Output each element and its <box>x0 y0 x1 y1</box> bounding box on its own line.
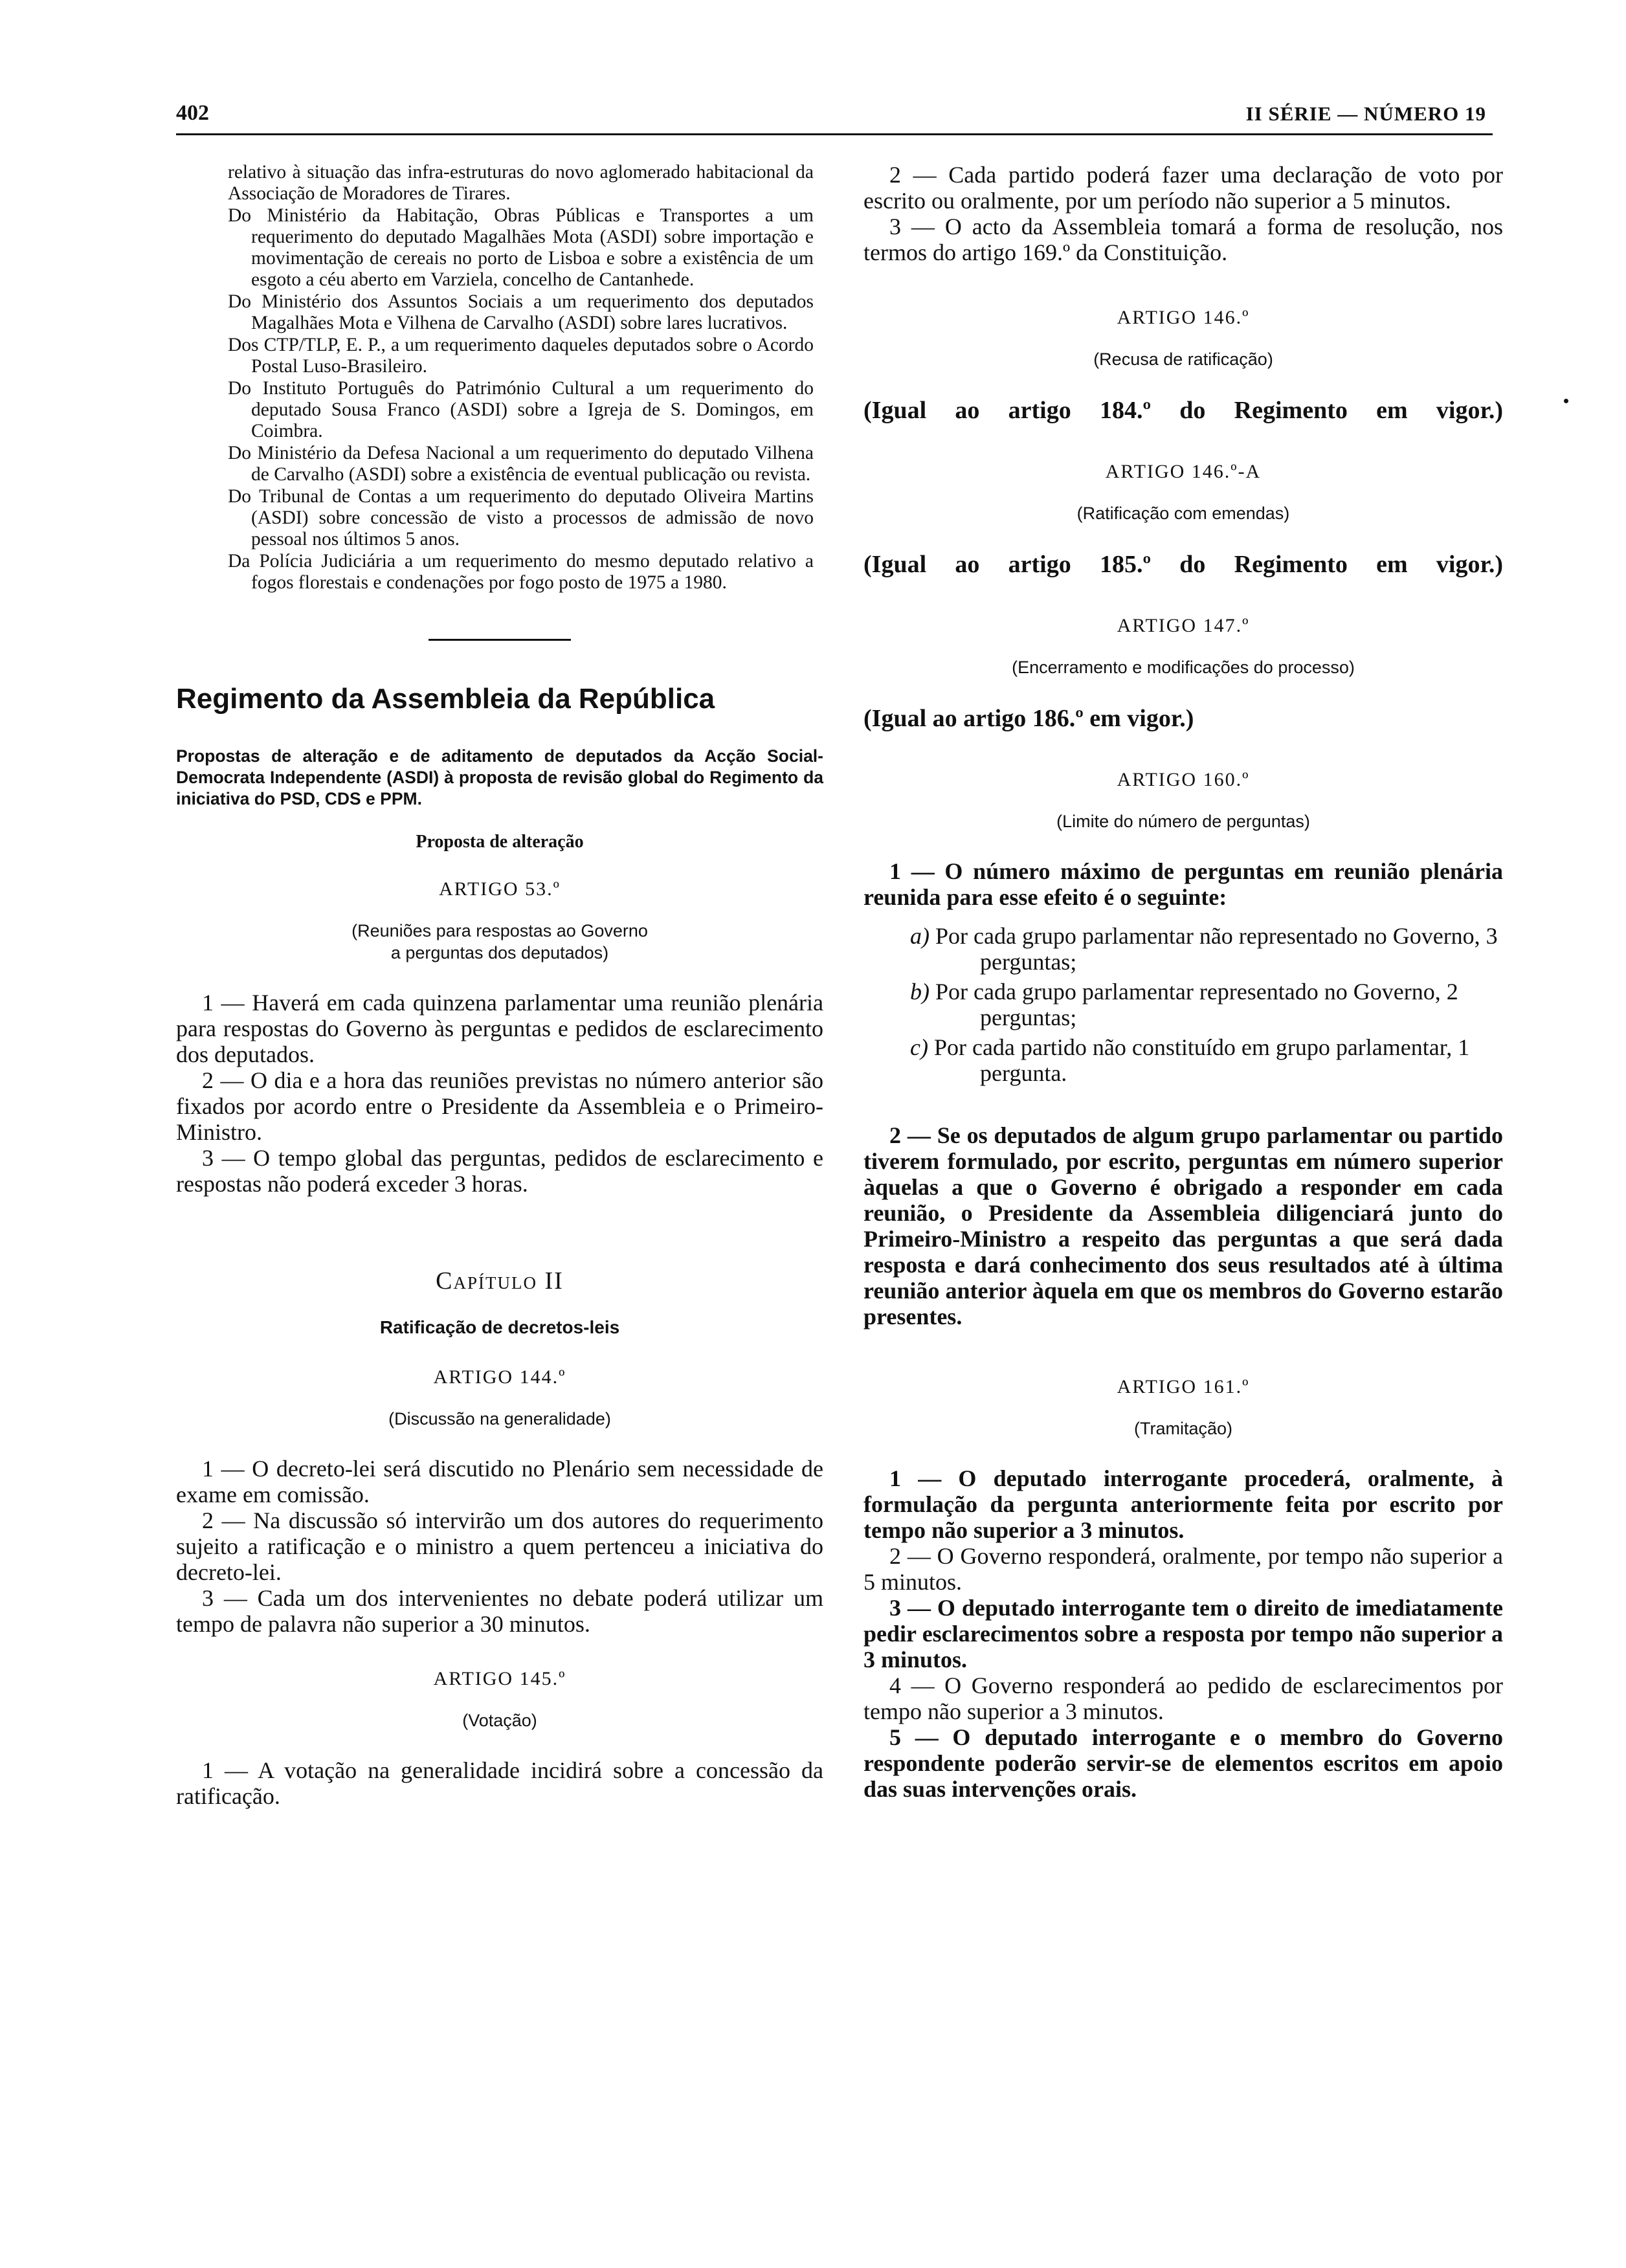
article-146-title: ARTIGO 146.º <box>1117 307 1250 328</box>
article-53-paragraph: 3 — O tempo global das perguntas, pedidos de esclarecimento e respostas não poderá exceder 3 horas. <box>176 1145 823 1197</box>
article-146-caption: (Recusa de ratificação) <box>1093 350 1273 369</box>
item-mark: b) <box>910 979 930 1005</box>
article-160-item <box>863 1034 1503 1086</box>
article-160-item <box>863 979 1503 1030</box>
article-144-paragraph: 2 — Na discussão só intervirão um dos autores do requerimento sujeito a ratificação e o ministro a quem pertenceu a iniciativa do decreto-lei. <box>176 1507 823 1585</box>
notice-item: Do Instituto Português do Património Cultural a um requerimento do deputado Sousa Franco (ASDI) sobre a Igreja de S. Domingos, em Coimbra. <box>228 378 814 441</box>
item-mark: a) <box>910 923 930 949</box>
article-144-paragraph: 1 — O decreto-lei será discutido no Plenário sem necessidade de exame em comissão. <box>176 1456 823 1507</box>
page-number: 402 <box>176 101 209 125</box>
article-145-paragraph: 3 — O acto da Assembleia tomará a forma de resolução, nos termos do artigo 169.º da Constituição. <box>863 214 1503 265</box>
document-title: Regimento da Assembleia da República <box>176 683 715 715</box>
notice-item: Da Polícia Judiciária a um requerimento do mesmo deputado relativo a fogos florestais e condenações por fogo posto de 1975 a 1980. <box>228 551 814 593</box>
notices-list <box>228 162 814 594</box>
chapter-subtitle: Ratificação de decretos-leis <box>379 1317 620 1337</box>
right-column <box>863 162 1503 1802</box>
article-160-paragraph: 1 — O número máximo de perguntas em reunião plenária reunida para esse efeito é o seguinte: <box>863 858 1503 910</box>
article-161-paragraph: 5 — O deputado interrogante e o membro do Governo respondente poderão servir-se de elementos escritos em apoio das suas intervenções orais. <box>863 1724 1503 1802</box>
spacer <box>176 1637 823 1668</box>
article-147-body: (Igual ao artigo 186.º em vigor.) <box>863 705 1194 732</box>
article-145-caption: (Votação) <box>462 1711 537 1730</box>
article-53-paragraph: 2 — O dia e a hora das reuniões previstas no número anterior são fixados por acordo entre o Presidente da Assembleia e o Primeiro-Ministro. <box>176 1067 823 1145</box>
header-rule <box>176 133 1493 135</box>
notice-item: Do Ministério da Habitação, Obras Públicas e Transportes a um requerimento do deputado Magalhães Mota (ASDI) sobre importação e movimentação de cereais no porto de Lisboa e sobre a existência de um esgoto a céu aberto em Varziela, concelho de Cantanhede. <box>228 205 814 290</box>
article-147-caption: (Encerramento e modificações do processo) <box>1012 658 1355 677</box>
article-144-paragraph: 3 — Cada um dos intervenientes no debate poderá utilizar um tempo de palavra não superior a 30 minutos. <box>176 1585 823 1637</box>
article-161-caption: (Tramitação) <box>1133 1419 1233 1438</box>
section-divider <box>429 639 571 641</box>
item-text: Por cada partido não constituído em grupo parlamentar, 1 pergunta. <box>933 1034 1470 1086</box>
article-161-paragraph: 4 — O Governo responderá ao pedido de esclarecimentos por tempo não superior a 3 minutos. <box>863 1673 1503 1724</box>
article-161-paragraph: 3 — O deputado interrogante tem o direito de imediatamente pedir esclarecimentos sobre a resposta por tempo não superior a 3 minutos. <box>863 1595 1503 1673</box>
chapter-title: Capítulo II <box>436 1267 564 1295</box>
article-160-paragraph: 2 — Se os deputados de algum grupo parlamentar ou partido tiverem formulado, por escrito, perguntas em número superior àquelas a que o Governo é obrigado a responder em cada reunião, o Presidente da Assembleia diligenciará junto do Primeiro-Ministro a respeito das perguntas a que será dada resposta e dará conhecimento dos seus resultados até à última reunião anterior àquela em que os membros do Governo estarão presentes. <box>863 1122 1503 1329</box>
series-number: II SÉRIE — NÚMERO 19 <box>1245 102 1486 125</box>
article-160-title: ARTIGO 160.º <box>1117 769 1250 790</box>
article-144-caption: (Discussão na generalidade) <box>388 1409 611 1429</box>
article-145-paragraph: 1 — A votação na generalidade incidirá sobre a concessão da ratificação. <box>176 1757 823 1809</box>
article-146a-caption: (Ratificação com emendas) <box>1076 504 1290 523</box>
article-146-body: (Igual ao artigo 184.º do Regimento em vigor.) <box>863 397 1503 424</box>
item-text: Por cada grupo parlamentar não representado no Governo, 3 perguntas; <box>935 923 1498 975</box>
article-53-paragraph: 1 — Haverá em cada quinzena parlamentar uma reunião plenária para respostas do Governo às perguntas e pedidos de esclarecimento dos deputados. <box>176 990 823 1067</box>
article-161-paragraph: 1 — O deputado interrogante procederá, oralmente, à formulação da pergunta anteriormente feita por escrito por tempo não superior a 3 minutos. <box>863 1465 1503 1543</box>
article-161-paragraph: 2 — O Governo responderá, oralmente, por tempo não superior a 5 minutos. <box>863 1543 1503 1595</box>
article-161-title: ARTIGO 161.º <box>1117 1376 1250 1397</box>
article-145-paragraph: 2 — Cada partido poderá fazer uma declaração de voto por escrito ou oralmente, por um período não superior a 5 minutos. <box>863 162 1503 214</box>
spacer <box>863 1090 1503 1122</box>
item-mark: c) <box>910 1034 928 1060</box>
article-146a-title: ARTIGO 146.º-A <box>1105 461 1262 482</box>
left-column <box>176 162 823 1809</box>
document-intro: Propostas de alteração e de aditamento de deputados da Acção Social-Democrata Independente (ASDI) à proposta de revisão global do Regimento da iniciativa do PSD, CDS e PPM. <box>176 746 823 808</box>
spacer <box>863 1329 1503 1376</box>
notice-item: Do Tribunal de Contas a um requerimento do deputado Oliveira Martins (ASDI) sobre concessão de visto a processos de admissão de novo pessoal nos últimos 5 anos. <box>228 486 814 550</box>
item-text: Por cada grupo parlamentar representado no Governo, 2 perguntas; <box>935 979 1458 1030</box>
article-160-caption: (Limite do número de perguntas) <box>1056 812 1310 831</box>
notice-item: relativo à situação das infra-estruturas do novo aglomerado habitacional da Associação de Moradores de Tirares. <box>228 162 814 204</box>
spacer <box>176 1197 823 1267</box>
article-145-title: ARTIGO 145.º <box>433 1668 566 1689</box>
proposal-heading: Proposta de alteração <box>416 832 584 852</box>
article-146a-body: (Igual ao artigo 185.º do Regimento em vigor.) <box>863 551 1503 578</box>
article-144-title: ARTIGO 144.º <box>433 1366 566 1388</box>
notice-item: Dos CTP/TLP, E. P., a um requerimento daqueles deputados sobre o Acordo Postal Luso-Brasileiro. <box>228 335 814 377</box>
spacer <box>863 265 1503 307</box>
article-53-title: ARTIGO 53.º <box>439 878 561 900</box>
article-147-title: ARTIGO 147.º <box>1117 615 1250 636</box>
margin-dot <box>1564 399 1568 403</box>
article-160-item <box>863 923 1503 975</box>
article-53-caption <box>176 920 823 964</box>
notice-item: Do Ministério da Defesa Nacional a um requerimento do deputado Vilhena de Carvalho (ASDI) sobre a existência de eventual publicação ou revista. <box>228 443 814 485</box>
notice-item: Do Ministério dos Assuntos Sociais a um requerimento dos deputados Magalhães Mota e Vilhena de Carvalho (ASDI) sobre lares lucrativos. <box>228 291 814 333</box>
caption-line: a perguntas dos deputados) <box>390 943 609 962</box>
caption-line: (Reuniões para respostas ao Governo <box>351 921 648 940</box>
